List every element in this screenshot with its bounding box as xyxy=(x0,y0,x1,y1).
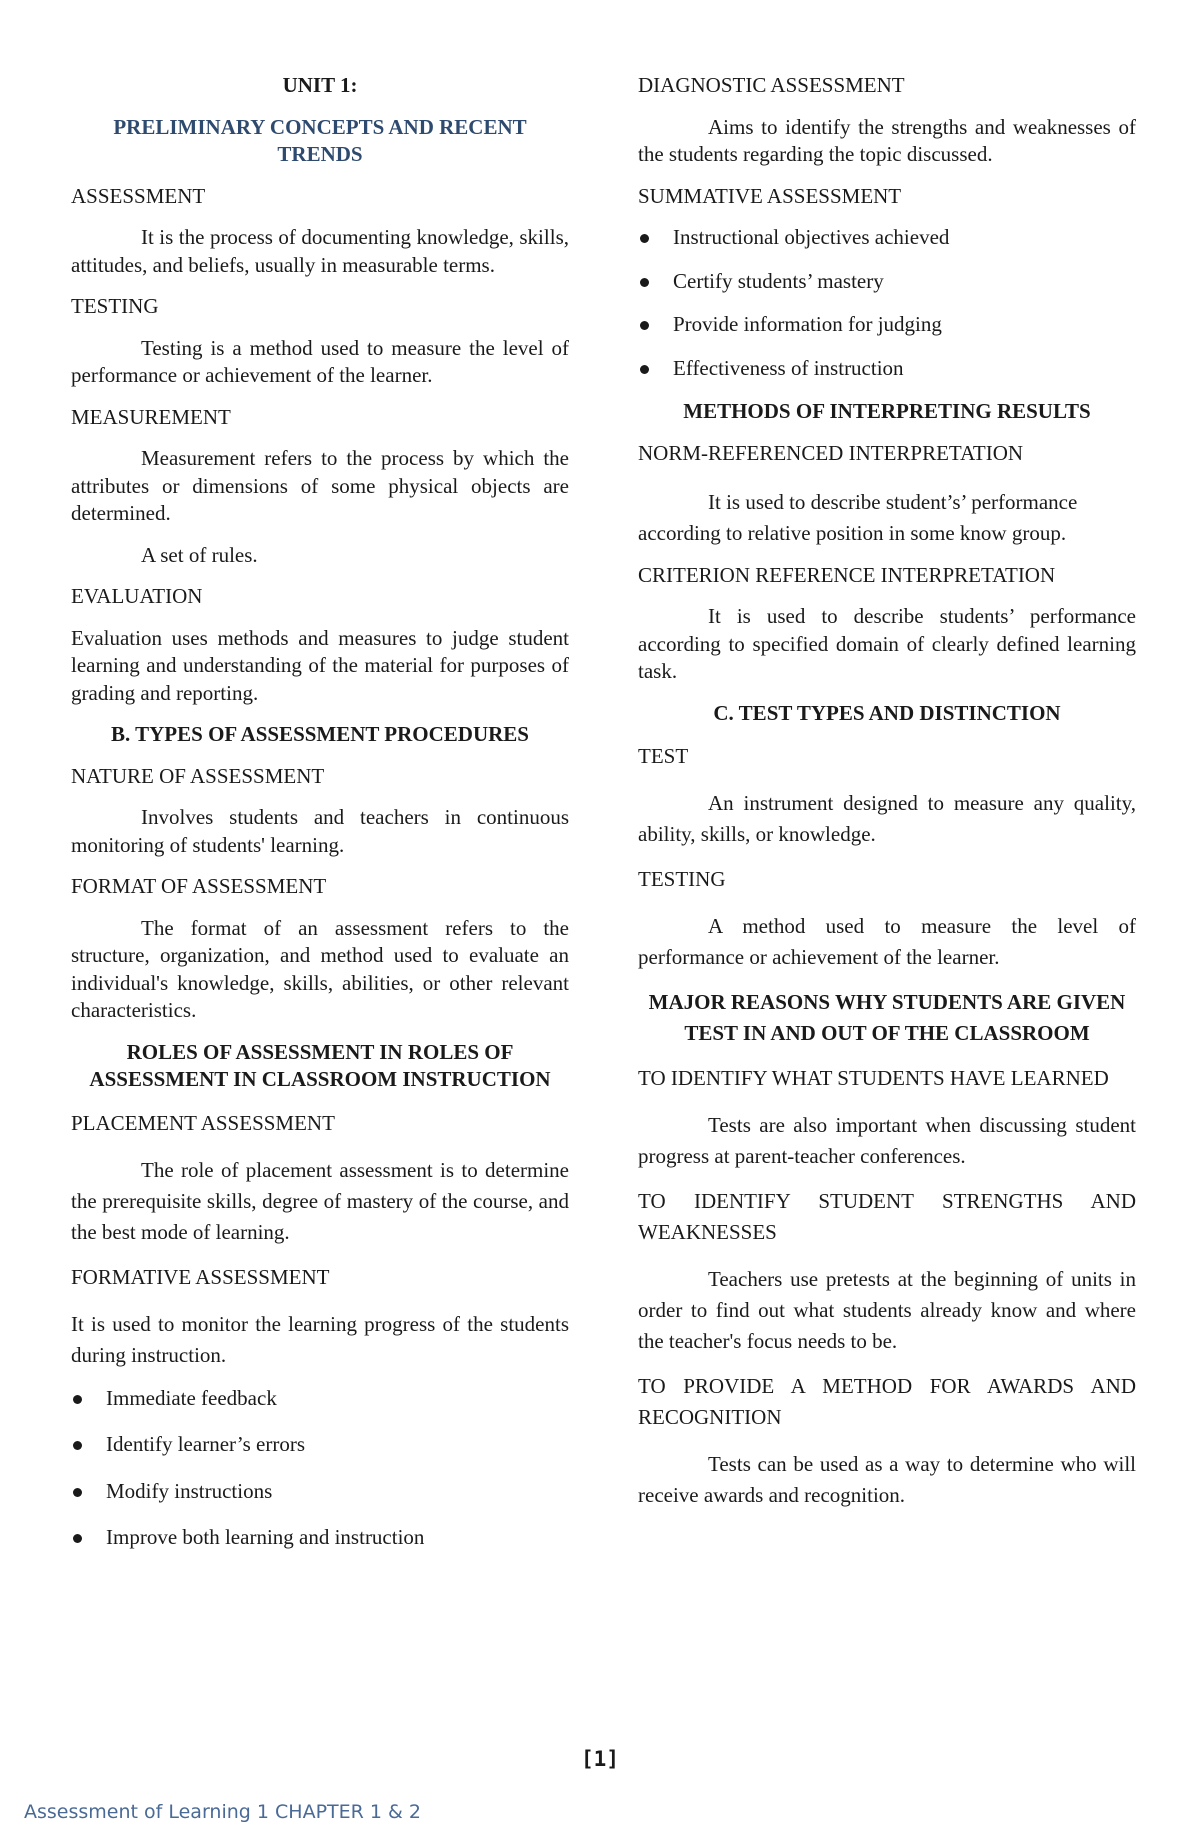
evaluation-text: Evaluation uses methods and measures to judge student learning and understanding of the material for purposes of grading and reporting. xyxy=(71,625,569,705)
formative-heading: FORMATIVE ASSESSMENT xyxy=(71,1264,330,1289)
bullet-text: Immediate feedback xyxy=(106,1385,277,1410)
testing-text: Testing is a method used to measure the level of performance or achievement of the learner. xyxy=(71,335,569,387)
summative-bullet-list xyxy=(638,224,1136,382)
test-text: An instrument designed to measure any quality, ability, skills, or knowledge. xyxy=(638,791,1136,846)
bullet-text: Modify instructions xyxy=(106,1478,273,1503)
page-number: [1] xyxy=(581,1747,619,1771)
identify-learned-text: Tests are also important when discussing student progress at parent-teacher conferences. xyxy=(638,1113,1136,1168)
list-item xyxy=(71,1478,569,1506)
diagnostic-text: Aims to identify the strengths and weaknesses of the students regarding the topic discussed. xyxy=(638,114,1136,166)
format-heading: FORMAT OF ASSESSMENT xyxy=(71,874,327,898)
page-footer: Assessment of Learning 1 CHAPTER 1 & 2 xyxy=(24,1801,421,1823)
list-item xyxy=(638,268,1136,296)
list-item xyxy=(638,311,1136,339)
testing-heading-right: TESTING xyxy=(638,867,726,891)
identify-strengths-text: Teachers use pretests at the beginning of units in order to find out what students already know and where the teacher's focus needs to be. xyxy=(638,1267,1136,1353)
roles-title: ROLES OF ASSESSMENT IN ROLES OF ASSESSMENT IN CLASSROOM INSTRUCTION xyxy=(89,1039,551,1091)
awards-text: Tests can be used as a way to determine who will receive awards and recognition. xyxy=(638,1452,1136,1507)
norm-text-line-1: It is used to describe student’s’ performance xyxy=(708,490,1078,514)
list-item xyxy=(638,355,1136,383)
measurement-text: Measurement refers to the process by which the attributes or dimensions of some physical objects are determined. xyxy=(71,446,569,525)
identify-strengths-heading: TO IDENTIFY STUDENT STRENGTHS AND WEAKNESSES xyxy=(638,1189,1136,1244)
placement-text: The role of placement assessment is to determine the prerequisite skills, degree of mastery of the course, and the best mode of learning. xyxy=(71,1157,569,1244)
testing-text-right: A method used to measure the level of performance or achievement of the learner. xyxy=(638,914,1136,969)
measurement-extra-text: A set of rules. xyxy=(141,542,258,567)
bullet-icon xyxy=(73,1488,82,1497)
list-item xyxy=(71,1431,569,1459)
list-item xyxy=(638,224,1136,252)
unit-subtitle: PRELIMINARY CONCEPTS AND RECENT TRENDS xyxy=(113,114,527,166)
bullet-icon xyxy=(640,321,649,330)
bullet-icon xyxy=(73,1395,82,1404)
nature-heading: NATURE OF ASSESSMENT xyxy=(71,763,325,788)
assessment-heading: ASSESSMENT xyxy=(71,183,206,208)
testing-heading: TESTING xyxy=(71,294,159,318)
assessment-text: It is the process of documenting knowledge, skills, attitudes, and beliefs, usually in measurable terms. xyxy=(71,225,569,277)
bullet-icon xyxy=(640,278,649,287)
section-b-title: B. TYPES OF ASSESSMENT PROCEDURES xyxy=(111,722,529,746)
norm-text-line-2: according to relative position in some know group. xyxy=(638,521,1067,545)
norm-heading: NORM-REFERENCED INTERPRETATION xyxy=(638,440,1024,465)
reasons-title: MAJOR REASONS WHY STUDENTS ARE GIVEN TEST IN AND OUT OF THE CLASSROOM xyxy=(648,990,1126,1045)
unit-title: UNIT 1: xyxy=(282,73,358,97)
formative-bullet-list xyxy=(71,1385,569,1552)
placement-heading: PLACEMENT ASSESSMENT xyxy=(71,1110,335,1135)
measurement-heading: MEASUREMENT xyxy=(71,404,231,429)
bullet-icon xyxy=(73,1534,82,1543)
bullet-icon xyxy=(640,234,649,243)
bullet-text: Improve both learning and instruction xyxy=(106,1525,425,1549)
evaluation-heading: EVALUATION xyxy=(71,584,203,608)
left-column xyxy=(71,72,569,1571)
bullet-text: Effectiveness of instruction xyxy=(673,355,904,380)
bullet-icon xyxy=(640,365,649,374)
bullet-text: Instructional objectives achieved xyxy=(673,225,950,249)
bullet-text: Identify learner’s errors xyxy=(106,1432,306,1456)
nature-text: Involves students and teachers in continuous monitoring of students' learning. xyxy=(71,805,569,857)
summative-heading: SUMMATIVE ASSESSMENT xyxy=(638,183,902,208)
bullet-text: Certify students’ mastery xyxy=(673,268,884,293)
formative-text: It is used to monitor the learning progress of the students during instruction. xyxy=(71,1311,569,1367)
diagnostic-heading: DIAGNOSTIC ASSESSMENT xyxy=(638,73,905,97)
methods-title: METHODS OF INTERPRETING RESULTS xyxy=(683,399,1091,423)
identify-learned-heading: TO IDENTIFY WHAT STUDENTS HAVE LEARNED xyxy=(638,1066,1109,1090)
list-item xyxy=(71,1385,569,1413)
bullet-icon xyxy=(73,1441,82,1450)
right-column xyxy=(638,72,1136,1525)
bullet-text: Provide information for judging xyxy=(673,312,942,336)
criterion-heading: CRITERION REFERENCE INTERPRETATION xyxy=(638,562,1056,587)
criterion-text: It is used to describe students’ performance according to specified domain of clearly defined learning task. xyxy=(638,604,1136,683)
section-c-title: C. TEST TYPES AND DISTINCTION xyxy=(713,700,1061,725)
list-item xyxy=(71,1524,569,1552)
test-heading: TEST xyxy=(638,744,689,768)
format-text: The format of an assessment refers to the structure, organization, and method used to evaluate an individual's knowledge, skills, abilities, or other relevant characteristics. xyxy=(71,915,569,1022)
awards-heading: TO PROVIDE A METHOD FOR AWARDS AND RECOGNITION xyxy=(638,1374,1136,1429)
